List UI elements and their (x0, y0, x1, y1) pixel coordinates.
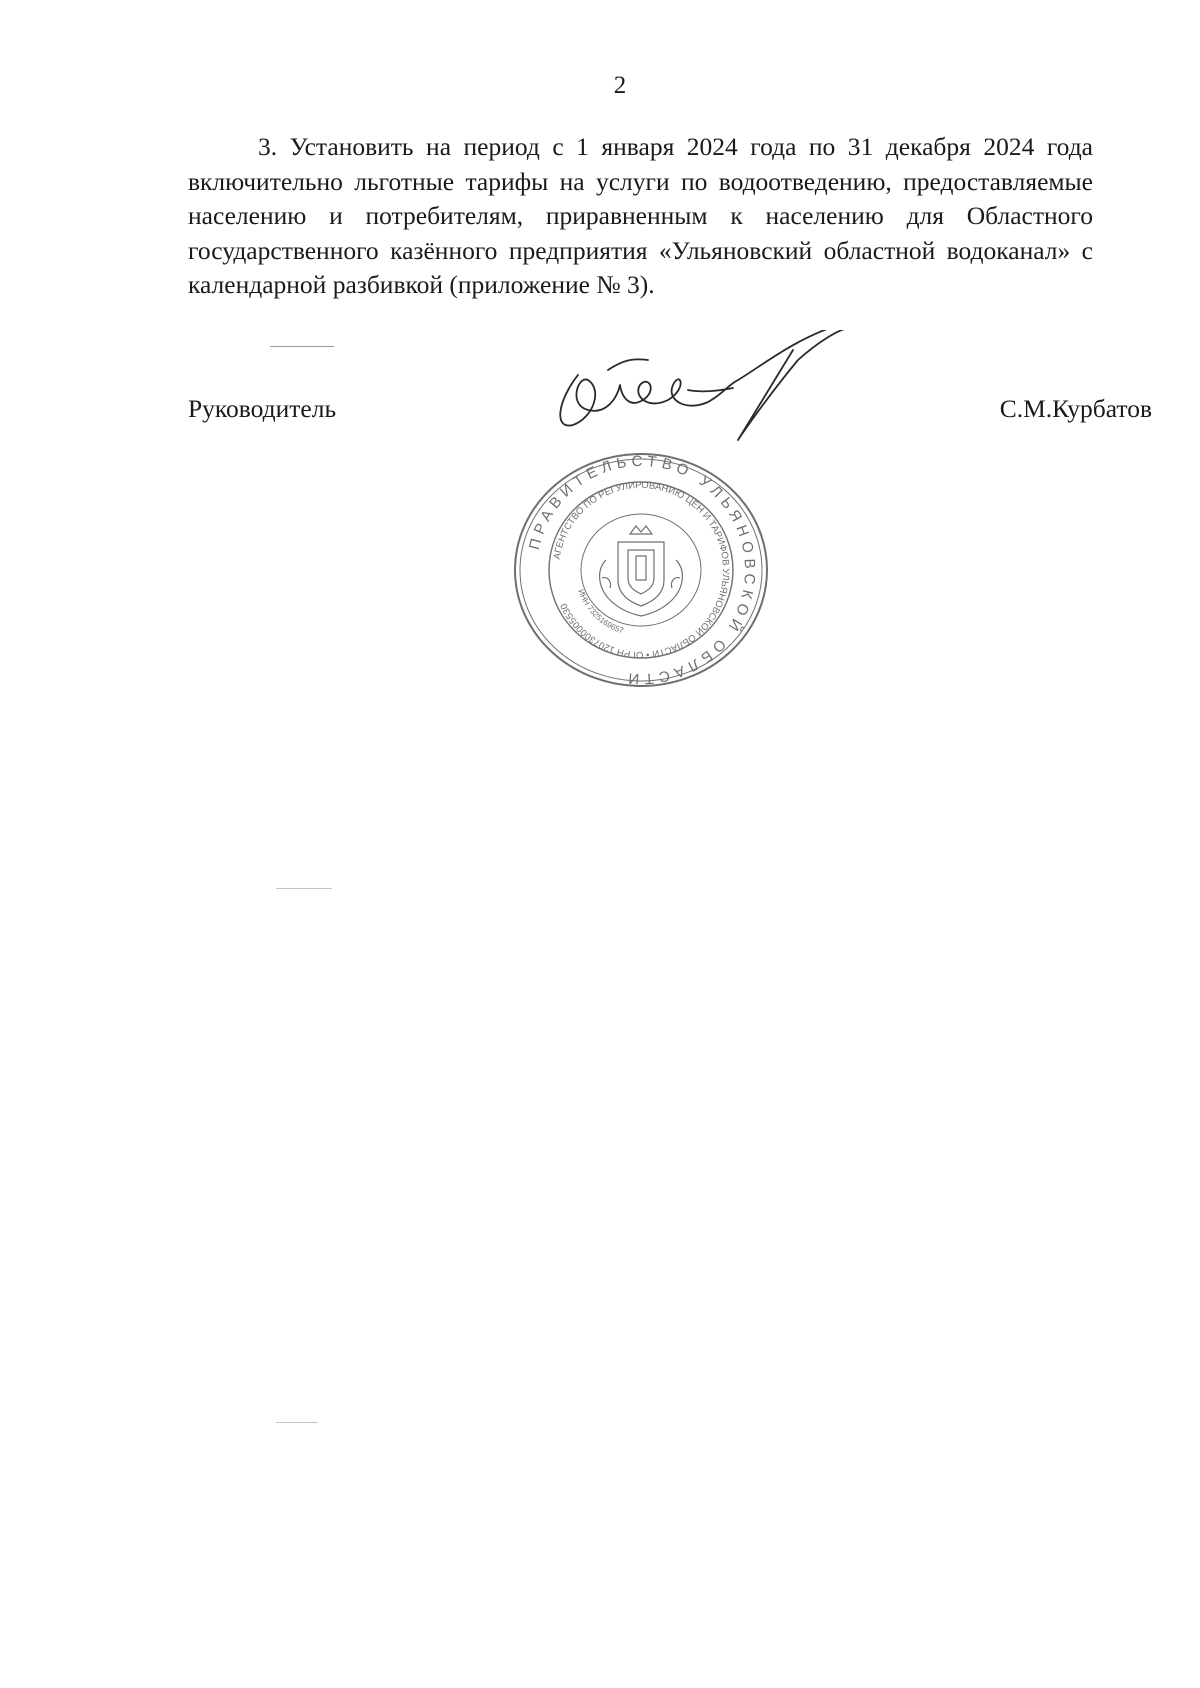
scan-artifact-line (270, 346, 334, 347)
official-seal (510, 450, 772, 690)
coat-of-arms-icon (600, 526, 683, 616)
scan-artifact-line (276, 1422, 318, 1423)
page-number: 2 (613, 72, 627, 99)
body-paragraph: 3. Установить на период с 1 января 2024 года по 31 декабря 2024 года включительно льготные тарифы на услуги по водоотведению, предоставляемые населению и потребителям, приравненным к населению для Областного государственного казённого предприятия «Ульяновский областной водоканал» с календарной разбивкой (приложение № 3). (188, 132, 1093, 299)
signatory-name: С.М.Курбатов (999, 394, 1152, 423)
seal-inner-text: АГЕНТСТВО ПО РЕГУЛИРОВАНИЮ ЦЕН И ТАРИФОВ УЛЬЯНОВСКОЙ ОБЛАСТИ • ОГРН 1207300005530 (551, 479, 732, 661)
handwritten-signature (548, 330, 878, 450)
scan-artifact-line (276, 888, 332, 889)
signatory-role: Руководитель (188, 394, 337, 423)
svg-text:АГЕНТСТВО ПО РЕГУЛИРОВАНИЮ ЦЕН (552, 480, 731, 660)
seal-outer-text: ПРАВИТЕЛЬСТВО УЛЬЯНОВСКОЙ ОБЛАСТИ (526, 452, 759, 688)
seal-inn-text: ИНН 7325169657 (576, 587, 625, 636)
